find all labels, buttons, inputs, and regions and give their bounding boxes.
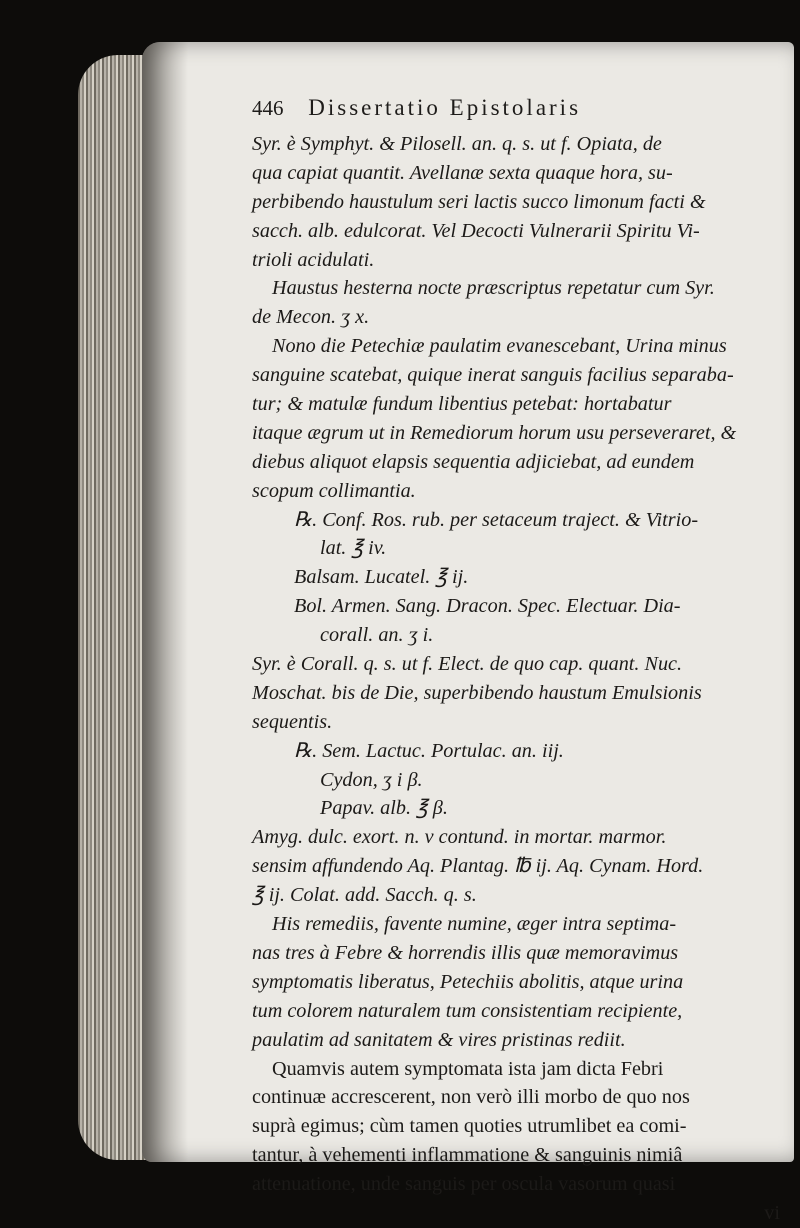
text-line: Syr. è Corall. q. s. ut f. Elect. de quo cap. quant. Nuc. xyxy=(252,653,683,676)
text-line: tantur, à vehementi inflammatione & sanguinis nimiâ xyxy=(252,1144,683,1167)
text-line: ℥ ij. Colat. add. Sacch. q. s. xyxy=(252,884,477,907)
text-line: tum colorem naturalem tum consistentiam recipiente, xyxy=(252,999,683,1022)
text-line: continuæ accrescerent, non verò illi morbo de quo nos xyxy=(252,1086,690,1109)
text-line: Quamvis autem symptomata ista jam dicta Febri xyxy=(272,1057,664,1080)
text-line: suprà egimus; cùm tamen quoties utrumlibet ea comi- xyxy=(252,1115,687,1138)
text-line: Amyg. dulc. exort. n. v contund. in mortar. marmor. xyxy=(252,826,667,849)
text-line: de Mecon. ʒ x. xyxy=(252,306,370,329)
text-line: Cydon, ʒ i β. xyxy=(320,768,423,791)
text-line: Nono die Petechiæ paulatim evanescebant, Urina minus xyxy=(272,335,727,358)
text-line: symptomatis liberatus, Petechiis abolitis, atque urina xyxy=(252,970,684,993)
text-line: itaque ægrum ut in Remediorum horum usu perseveraret, & xyxy=(252,421,737,444)
running-title: Dissertatio Epistolaris xyxy=(308,95,582,120)
text-line: tur; & matulæ fundum libentius petebat: hortabatur xyxy=(252,393,672,416)
text-line: sacch. alb. edulcorat. Vel Decocti Vulnerarii Spiritu Vi- xyxy=(252,219,700,242)
text-line: vi xyxy=(764,1201,780,1224)
text-line: scopum collimantia. xyxy=(252,479,416,502)
text-line: ℞. Conf. Ros. rub. per setaceum traject. & Vitrio- xyxy=(294,508,699,531)
text-line: Haustus hesterna nocte præscriptus repetatur cum Syr. xyxy=(272,277,715,300)
text-line: His remediis, favente numine, æger intra septima- xyxy=(272,913,677,936)
gutter-shadow xyxy=(142,42,188,1162)
text-line: ℞. Sem. Lactuc. Portulac. an. iij. xyxy=(294,739,564,762)
page-number: 446 xyxy=(252,96,284,120)
text-line: attenuatione, unde sanguis per osculа vasorum quasi xyxy=(252,1173,676,1196)
text-line: paulatim ad sanitatem & vires pristinas rediit. xyxy=(252,1028,626,1051)
text-line: Syr. è Symphyt. & Pilosell. an. q. s. ut f. Opiata, de xyxy=(252,133,662,155)
text-line: corall. an. ʒ i. xyxy=(320,624,434,647)
text-line: sensim affundendo Aq. Plantag. ℔ ij. Aq. Cynam. Hord. xyxy=(252,855,704,878)
body-text xyxy=(252,130,792,1228)
text-line: Balsam. Lucatel. ℥ ij. xyxy=(294,566,469,589)
running-header xyxy=(252,95,772,129)
text-line: Moschat. bis de Die, superbibendo haustum Emulsionis xyxy=(252,681,702,704)
text-line: qua capiat quantit. Avellanæ sexta quaque hora, su- xyxy=(252,161,673,184)
text-line: perbibendo haustulum seri lactis succo limonum facti & xyxy=(252,190,706,213)
text-line: diebus aliquot elapsis sequentia adjiciebat, ad eundem xyxy=(252,450,695,473)
text-line: nas tres à Febre & horrendis illis quæ memoravimus xyxy=(252,941,679,964)
text-line: Papav. alb. ℥ β. xyxy=(320,797,448,820)
text-line: Bol. Armen. Sang. Dracon. Spec. Electuar. Dia- xyxy=(294,595,681,618)
text-line: sequentis. xyxy=(252,710,333,733)
text-line: sanguine scatebat, quique inerat sanguis facilius separaba- xyxy=(252,364,734,387)
text-line: lat. ℥ iv. xyxy=(320,537,387,560)
text-line: trioli acidulati. xyxy=(252,248,375,271)
